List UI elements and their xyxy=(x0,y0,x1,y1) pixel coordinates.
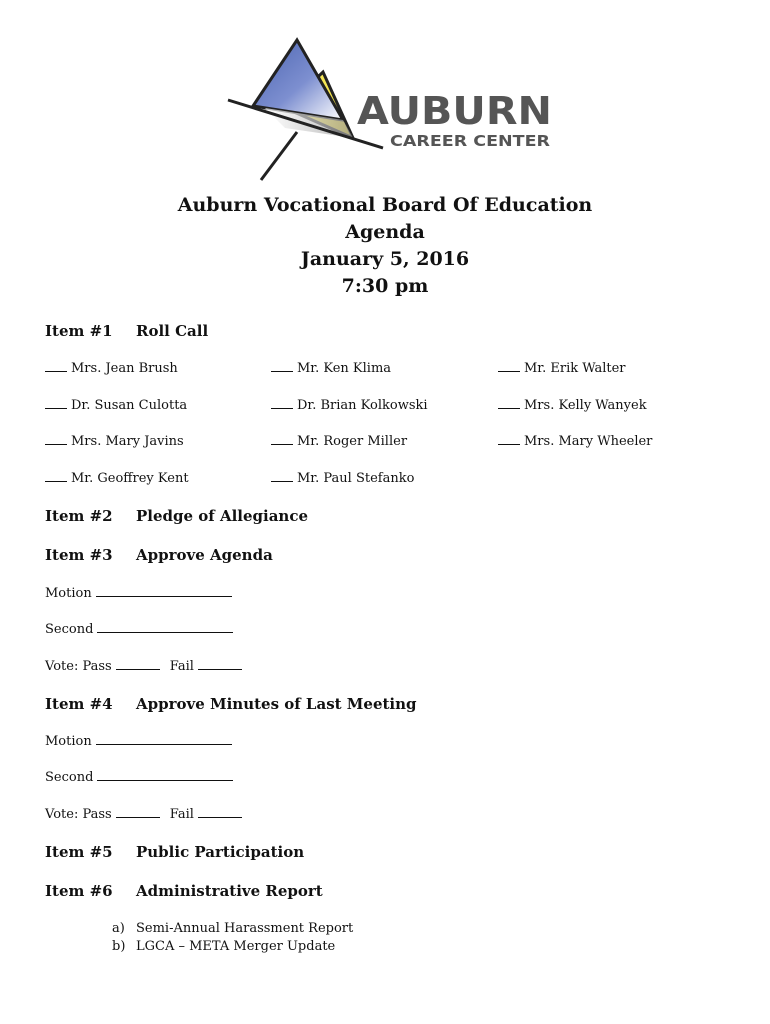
item-number: Item #1 xyxy=(45,322,113,340)
attendance-blank[interactable] xyxy=(45,396,67,409)
item-2-heading xyxy=(45,506,308,526)
roll-call-entry xyxy=(45,469,189,488)
logo-diagonal-line xyxy=(261,132,297,180)
item-4-second-line xyxy=(45,768,233,787)
second-label: Second xyxy=(45,770,94,785)
roll-call-entry xyxy=(271,359,391,378)
list-item xyxy=(112,920,353,938)
item-6-heading xyxy=(45,881,323,901)
roll-call-entry xyxy=(271,432,407,451)
attendance-blank[interactable] xyxy=(498,359,520,372)
list-marker: a) xyxy=(112,921,125,936)
logo-name-main: AUBURN xyxy=(357,89,552,133)
vote-pass-label: Vote: Pass xyxy=(45,659,112,674)
member-name: Mr. Roger Miller xyxy=(297,434,408,449)
item-title: Pledge of Allegiance xyxy=(136,507,309,525)
member-name: Mr. Paul Stefanko xyxy=(297,471,415,486)
attendance-blank[interactable] xyxy=(498,432,520,445)
logo-blue-triangle xyxy=(253,40,343,120)
agenda-heading: Agenda xyxy=(345,221,425,243)
roll-call-entry xyxy=(498,432,652,451)
motion-blank[interactable] xyxy=(96,732,232,745)
attendance-blank[interactable] xyxy=(271,469,293,482)
meeting-time: 7:30 pm xyxy=(341,275,429,297)
roll-call-row xyxy=(45,396,745,414)
logo-graphic xyxy=(225,36,565,184)
member-name: Mr. Erik Walter xyxy=(524,361,626,376)
item-3-vote-line xyxy=(45,657,242,676)
item-3-motion-line xyxy=(45,584,232,603)
roll-call-entry xyxy=(271,469,414,488)
item-number: Item #5 xyxy=(45,843,113,861)
agenda-title-block xyxy=(0,192,770,300)
auburn-career-center-logo xyxy=(225,36,565,184)
roll-call-entry xyxy=(45,396,187,415)
admin-report-list xyxy=(112,920,353,956)
member-name: Mr. Geoffrey Kent xyxy=(71,471,189,486)
list-item xyxy=(112,938,353,956)
second-blank[interactable] xyxy=(97,620,233,633)
board-name-heading: Auburn Vocational Board Of Education xyxy=(177,194,593,216)
roll-call-row xyxy=(45,359,745,377)
fail-label: Fail xyxy=(169,807,194,822)
motion-blank[interactable] xyxy=(96,584,232,597)
attendance-blank[interactable] xyxy=(45,469,67,482)
item-title: Public Participation xyxy=(136,843,305,861)
item-title: Approve Minutes of Last Meeting xyxy=(136,695,417,713)
item-number: Item #3 xyxy=(45,546,113,564)
meeting-date: January 5, 2016 xyxy=(300,248,470,270)
item-title: Approve Agenda xyxy=(136,546,273,564)
attendance-blank[interactable] xyxy=(271,432,293,445)
list-item-text: LGCA – META Merger Update xyxy=(136,939,336,954)
roll-call-entry xyxy=(498,396,647,415)
item-5-heading xyxy=(45,842,304,862)
attendance-blank[interactable] xyxy=(271,396,293,409)
item-1-heading xyxy=(45,321,208,341)
item-number: Item #4 xyxy=(45,695,113,713)
member-name: Mrs. Jean Brush xyxy=(71,361,178,376)
roll-call-row xyxy=(45,469,745,487)
item-4-vote-line xyxy=(45,805,242,824)
second-label: Second xyxy=(45,622,94,637)
member-name: Mrs. Mary Javins xyxy=(71,434,184,449)
item-number: Item #2 xyxy=(45,507,113,525)
member-name: Mr. Ken Klima xyxy=(297,361,392,376)
member-name: Dr. Brian Kolkowski xyxy=(297,398,428,413)
roll-call-entry xyxy=(271,396,428,415)
pass-blank[interactable] xyxy=(116,805,160,818)
second-blank[interactable] xyxy=(97,768,233,781)
member-name: Mrs. Kelly Wanyek xyxy=(524,398,647,413)
item-title: Roll Call xyxy=(136,322,209,340)
roll-call-row xyxy=(45,432,745,450)
item-3-second-line xyxy=(45,620,233,639)
attendance-blank[interactable] xyxy=(271,359,293,372)
list-marker: b) xyxy=(112,939,126,954)
item-3-heading xyxy=(45,545,273,565)
logo-name-sub: CAREER CENTER xyxy=(390,132,551,150)
member-name: Dr. Susan Culotta xyxy=(71,398,188,413)
member-name: Mrs. Mary Wheeler xyxy=(524,434,653,449)
fail-blank[interactable] xyxy=(198,657,242,670)
roll-call-entry xyxy=(45,432,184,451)
attendance-blank[interactable] xyxy=(45,359,67,372)
pass-blank[interactable] xyxy=(116,657,160,670)
attendance-blank[interactable] xyxy=(45,432,67,445)
fail-blank[interactable] xyxy=(198,805,242,818)
fail-label: Fail xyxy=(169,659,194,674)
roll-call-entry xyxy=(498,359,626,378)
vote-pass-label: Vote: Pass xyxy=(45,807,112,822)
motion-label: Motion xyxy=(45,586,92,601)
attendance-blank[interactable] xyxy=(498,396,520,409)
list-item-text: Semi-Annual Harassment Report xyxy=(136,921,354,936)
item-number: Item #6 xyxy=(45,882,113,900)
item-4-heading xyxy=(45,694,417,714)
item-title: Administrative Report xyxy=(136,882,323,900)
motion-label: Motion xyxy=(45,734,92,749)
item-4-motion-line xyxy=(45,732,232,751)
roll-call-entry xyxy=(45,359,178,378)
